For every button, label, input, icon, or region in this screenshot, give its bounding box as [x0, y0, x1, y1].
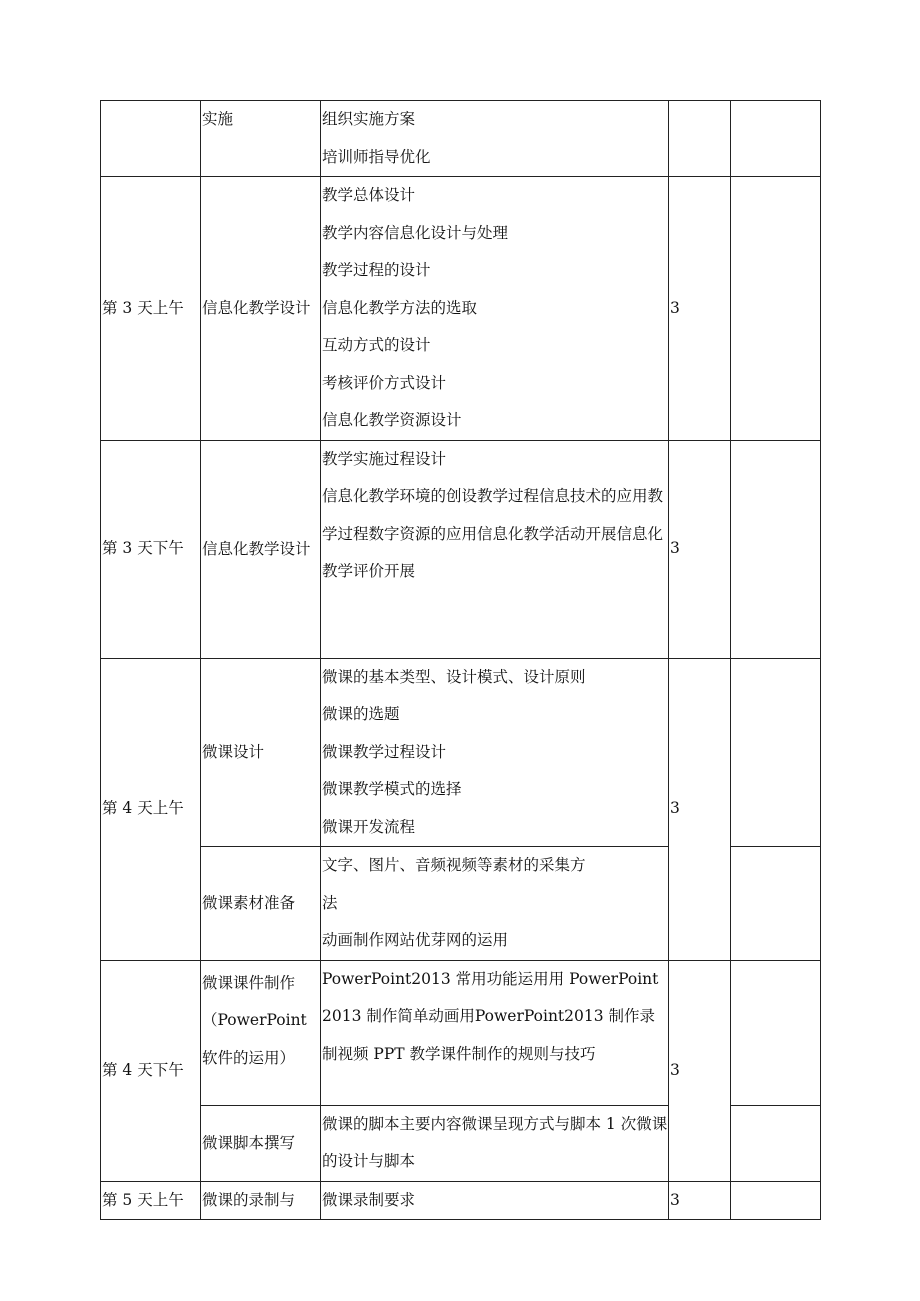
hours-cell: 3	[669, 960, 731, 1181]
topic-cell: 微课脚本撰写	[201, 1105, 321, 1181]
notes-cell	[731, 440, 821, 658]
content-cell	[321, 101, 669, 177]
topic-cell: 微课设计	[201, 658, 321, 847]
topic-cell: 信息化教学设计	[201, 440, 321, 658]
content-line: 微课开发流程	[322, 817, 416, 836]
content-line: 互动方式的设计	[322, 336, 431, 354]
content-line: 微课的基本类型、设计模式、设计原则	[322, 667, 586, 686]
day-cell: 第 3 天下午	[101, 440, 201, 658]
day-cell	[101, 101, 201, 177]
content-line: 信息化教学资源设计	[322, 411, 462, 429]
content-line: 教学内容信息化设计与处理	[322, 223, 509, 242]
content-cell	[321, 658, 669, 847]
day-cell: 第 4 天上午	[101, 658, 201, 960]
notes-cell	[731, 177, 821, 441]
content-line: 微课教学模式的选择	[322, 780, 462, 798]
hours-cell: 3	[669, 1181, 731, 1220]
table-row	[101, 1181, 821, 1220]
content-paragraph: 微课的脚本主要内容微课呈现方式与脚本 1 次微课的设计与脚本	[322, 1114, 668, 1170]
content-cell	[321, 847, 669, 961]
hours-cell: 3	[669, 440, 731, 658]
content-line: 教学实施过程设计	[322, 449, 447, 468]
content-cell	[321, 177, 669, 441]
table-row	[101, 960, 821, 1105]
hours-cell: 3	[669, 177, 731, 441]
notes-cell	[731, 1105, 821, 1181]
content-paragraph: PowerPoint2013 常用功能运用用 PowerPoint2013 制作简单动画用PowerPoint2013 制作录制视频 PPT 教学课件制作的规则与技巧	[322, 969, 659, 1063]
topic-cell: 微课的录制与	[201, 1181, 321, 1220]
day-cell: 第 5 天上午	[101, 1181, 201, 1220]
content-line: 微课教学过程设计	[322, 742, 447, 761]
notes-cell	[731, 101, 821, 177]
content-cell: 微课录制要求	[321, 1181, 669, 1220]
content-cell	[321, 960, 669, 1105]
training-schedule-table	[100, 100, 821, 1220]
notes-cell	[731, 1181, 821, 1220]
content-cell	[321, 1105, 669, 1181]
content-line: 微课的选题	[322, 705, 400, 723]
content-cell	[321, 440, 669, 658]
content-line: 动画制作网站优芽网的运用	[322, 931, 509, 949]
table-row	[101, 440, 821, 658]
table-row	[101, 101, 821, 177]
topic-cell: 微课素材准备	[201, 847, 321, 961]
notes-cell	[731, 960, 821, 1105]
content-line: 信息化教学方法的选取	[322, 298, 478, 317]
content-line: 组织实施方案	[322, 110, 416, 128]
notes-cell	[731, 658, 821, 847]
notes-cell	[731, 847, 821, 961]
content-line: 教学过程的设计	[322, 261, 431, 279]
day-cell: 第 3 天上午	[101, 177, 201, 441]
content-line: 法	[322, 893, 338, 912]
topic-cell: 信息化教学设计	[201, 177, 321, 441]
topic-cell	[201, 960, 321, 1105]
content-line: 教学总体设计	[322, 186, 416, 204]
hours-cell: 3	[669, 658, 731, 960]
table-row	[101, 177, 821, 441]
content-line: 考核评价方式设计	[322, 373, 447, 392]
topic-text: 微课课件制作（PowerPoint软件的运用）	[202, 973, 307, 1067]
day-cell: 第 4 天下午	[101, 960, 201, 1181]
content-line: 培训师指导优化	[322, 147, 431, 166]
content-line: 文字、图片、音频视频等素材的采集方	[322, 856, 586, 874]
content-paragraph: 信息化教学环境的创设教学过程信息技术的应用教学过程数字资源的应用信息化教学活动开展信息化教学评价开展	[322, 487, 664, 580]
topic-cell: 实施	[201, 101, 321, 177]
table-row	[101, 658, 821, 847]
hours-cell	[669, 101, 731, 177]
